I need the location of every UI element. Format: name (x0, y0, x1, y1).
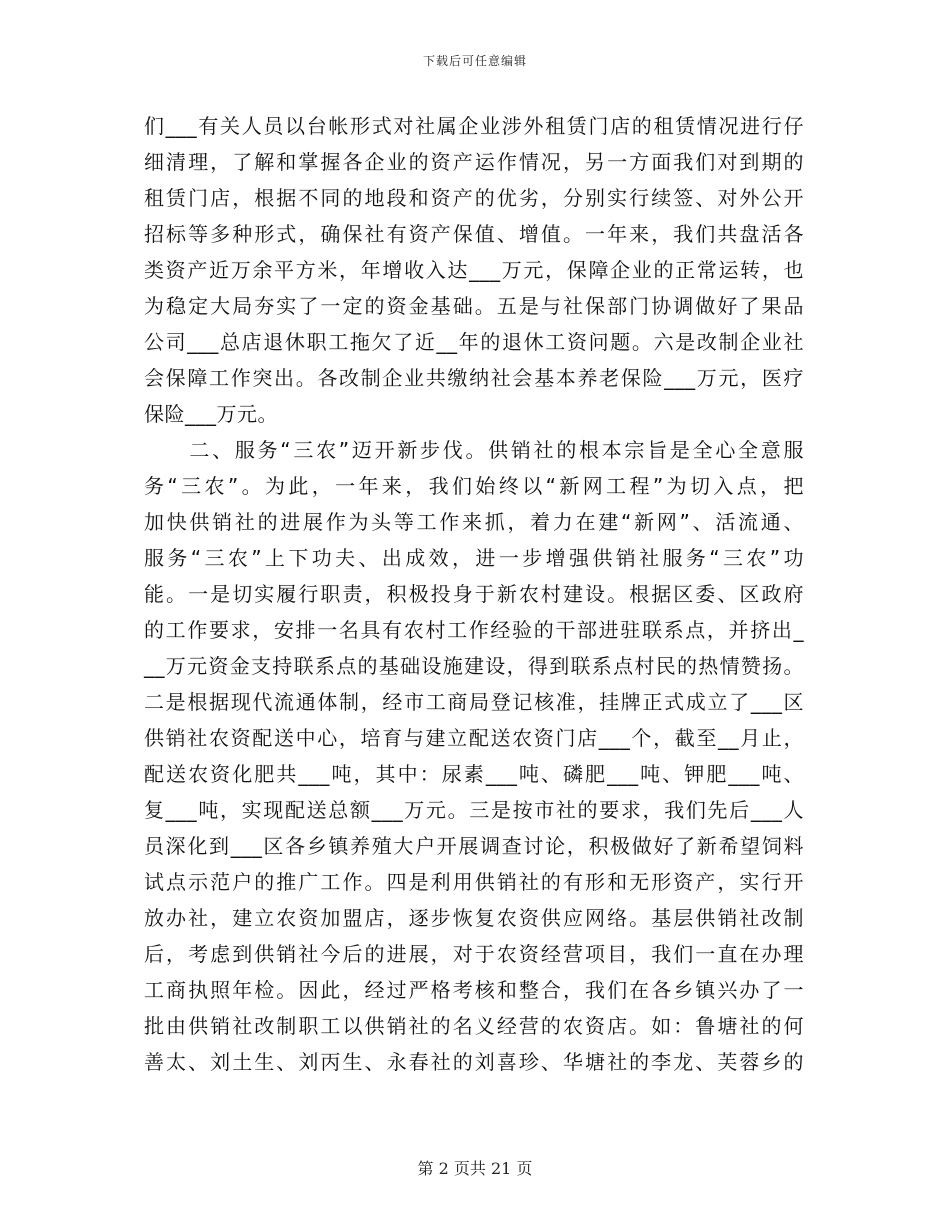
text-line: 能。一是切实履行职责，积极投身于新农村建设。根据区委、区政府 (144, 582, 804, 606)
text-line: 为稳定大局夯实了一定的资金基础。五是与社保部门协调做好了果品 (144, 294, 804, 318)
paragraph-2 (144, 432, 804, 1080)
text-line: 细清理，了解和掌握各企业的资产运作情况，另一方面我们对到期的 (144, 150, 804, 174)
text-line: 工商执照年检。因此，经过严格考核和整合，我们在各乡镇兴办了一 (144, 978, 804, 1002)
text-line: 员深化到___区各乡镇养殖大户开展调查讨论，积极做好了新希望饲料 (144, 834, 804, 858)
text-line: 放办社，建立农资加盟店，逐步恢复农资供应网络。基层供销社改制 (144, 906, 804, 930)
text-line: 公司___总店退休职工拖欠了近__年的退休工资问题。六是改制企业社 (144, 330, 804, 354)
text-line: 类资产近万余平方米，年增收入达___万元，保障企业的正常运转，也 (144, 258, 804, 282)
text-line: 二是根据现代流通体制，经市工商局登记核准，挂牌正式成立了___区 (144, 690, 804, 714)
page-header: 下载后可任意编辑 (422, 54, 527, 68)
document-body (144, 108, 804, 1080)
text-line: 保险___万元。 (144, 402, 278, 426)
text-line: 试点示范户的推广工作。四是利用供销社的有形和无形资产，实行开 (144, 870, 804, 894)
text-line: __万元资金支持联系点的基础设施建设，得到联系点村民的热情赞扬。 (144, 654, 804, 678)
text-line: 的工作要求，安排一名具有农村工作经验的干部进驻联系点，并挤出_ (144, 618, 804, 642)
paragraph-1 (144, 108, 804, 432)
text-line: 二、服务“三农”迈开新步伐。供销社的根本宗旨是全心全意服 (144, 438, 804, 462)
text-line: 会保障工作突出。各改制企业共缴纳社会基本养老保险___万元，医疗 (144, 366, 804, 390)
text-line: 们___有关人员以台帐形式对社属企业涉外租赁门店的租赁情况进行仔 (144, 114, 804, 138)
text-line: 租赁门店，根据不同的地段和资产的优劣，分别实行续签、对外公开 (144, 186, 804, 210)
text-line: 务“三农”。为此，一年来，我们始终以“新网工程”为切入点，把 (144, 474, 804, 498)
text-line: 供销社农资配送中心，培育与建立配送农资门店___个，截至__月止， (144, 726, 804, 750)
text-line: 善太、刘土生、刘丙生、永春社的刘喜珍、华塘社的李龙、芙蓉乡的 (144, 1050, 804, 1074)
text-line: 招标等多种形式，确保社有资产保值、增值。一年来，我们共盘活各 (144, 222, 804, 246)
text-line: 批由供销社改制职工以供销社的名义经营的农资店。如：鲁塘社的何 (144, 1014, 804, 1038)
text-line: 加快供销社的进展作为头等工作来抓，着力在建“新网”、活流通、 (144, 510, 804, 534)
text-line: 服务“三农”上下功夫、出成效，进一步增强供销社服务“三农”功 (144, 546, 804, 570)
text-line: 配送农资化肥共___吨，其中：尿素___吨、磷肥___吨、钾肥___吨、 (144, 762, 804, 786)
text-line: 后，考虑到供销社今后的进展，对于农资经营项目，我们一直在办理 (144, 942, 804, 966)
text-line: 复___吨，实现配送总额___万元。三是按市社的要求，我们先后___人 (144, 798, 804, 822)
page-footer: 第 2 页共 21 页 (417, 1159, 533, 1178)
